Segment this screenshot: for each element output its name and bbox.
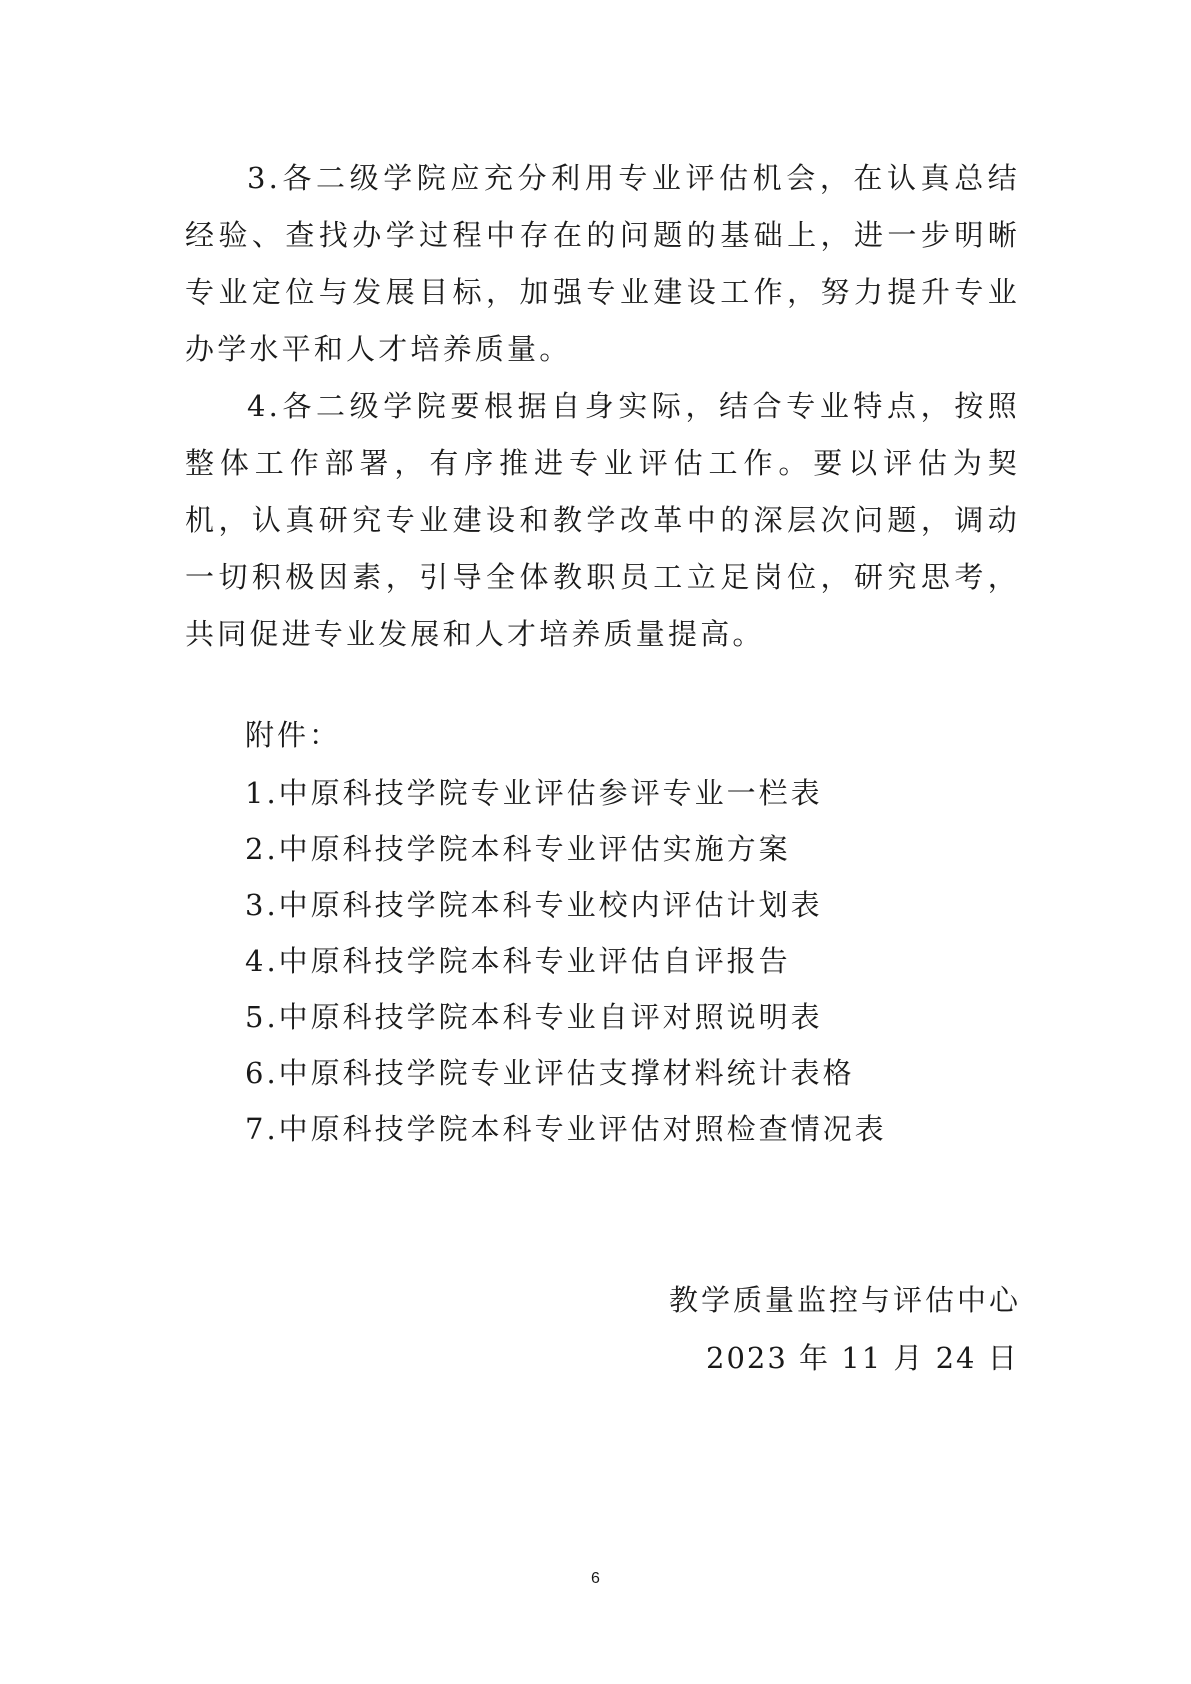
attachment-item: 4.中原科技学院本科专业评估自评报告 [245, 944, 791, 978]
signature-date: 2023 年 11 月 24 日 [706, 1341, 1019, 1375]
attachment-item: 2.中原科技学院本科专业评估实施方案 [245, 832, 791, 866]
body-paragraph-3: 3.各二级学院应充分利用专业评估机会，在认真总结经验、查找办学过程中存在的问题的基础上，进一步明晰专业定位与发展目标，加强专业建设工作，努力提升专业办学水平和人才培养质量。 [185, 161, 1020, 366]
body-paragraph-4: 4.各二级学院要根据自身实际，结合专业特点，按照整体工作部署，有序推进专业评估工作。要以评估为契机，认真研究专业建设和教学改革中的深层次问题，调动一切积极因素，引导全体教职员工立足岗位，研究思考，共同促进专业发展和人才培养质量提高。 [185, 389, 1020, 651]
attachment-item: 1.中原科技学院专业评估参评专业一栏表 [245, 776, 823, 810]
signature-organization: 教学质量监控与评估中心 [668, 1283, 1021, 1317]
page-number: 6 [591, 1570, 600, 1587]
attachments-list [245, 765, 887, 1157]
attachment-item: 7.中原科技学院本科专业评估对照检查情况表 [245, 1112, 887, 1146]
attachment-item: 6.中原科技学院专业评估支撑材料统计表格 [245, 1056, 855, 1090]
attachments-title: 附件： [245, 718, 342, 752]
attachment-item: 3.中原科技学院本科专业校内评估计划表 [245, 888, 823, 922]
attachment-item: 5.中原科技学院本科专业自评对照说明表 [245, 1000, 823, 1034]
